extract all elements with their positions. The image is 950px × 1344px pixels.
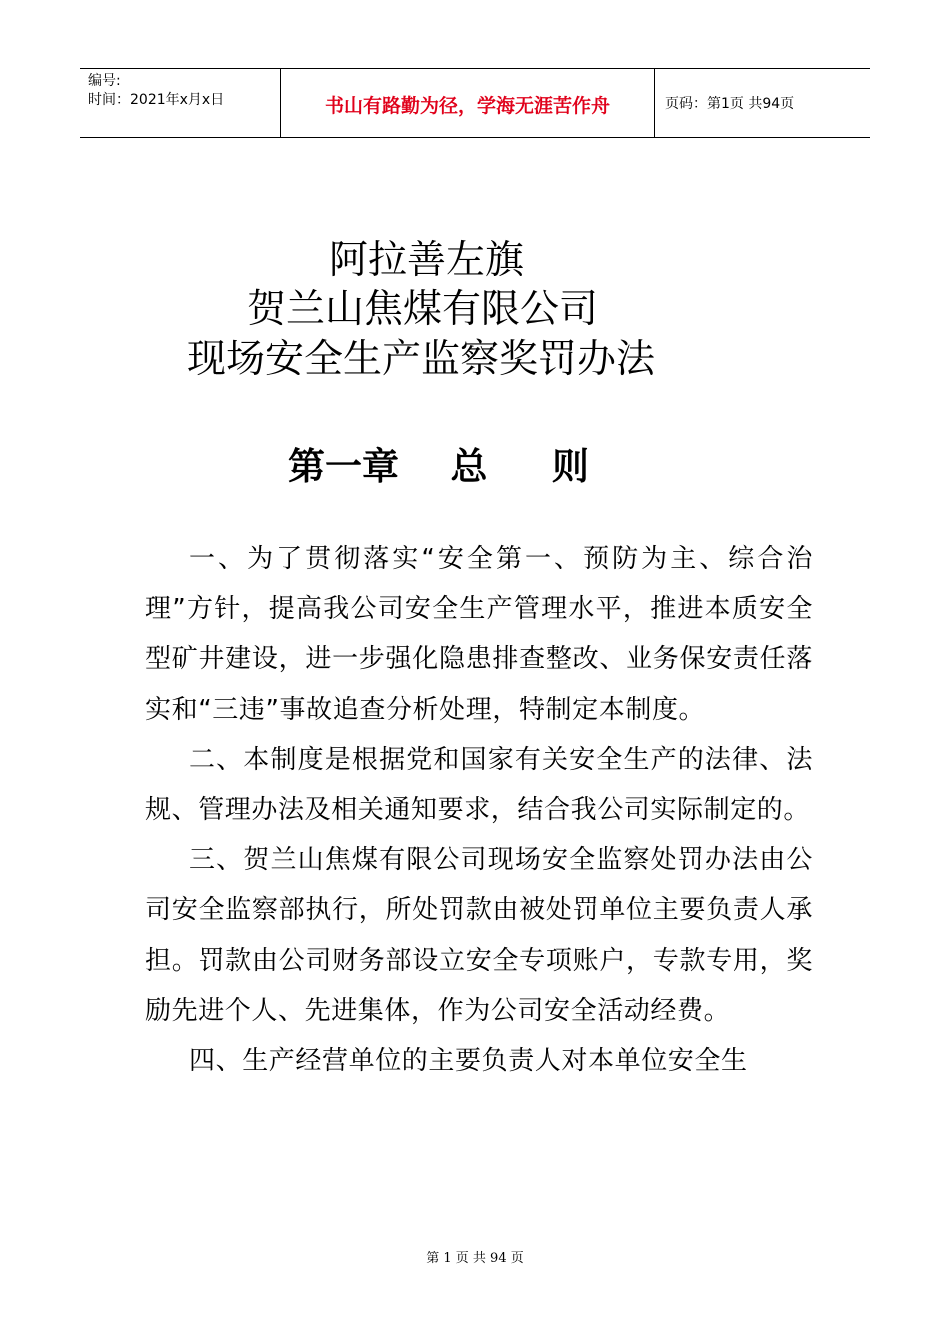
document-body	[145, 534, 813, 1086]
time-label: 时间：2021年x月x日	[88, 92, 225, 108]
paragraph-4: 四、生产经营单位的主要负责人对本单位安全生	[189, 1046, 748, 1077]
title-line-3: 现场安全生产监察奖罚办法	[187, 337, 656, 382]
title-line-1: 阿拉善左旗	[329, 238, 525, 283]
paragraph-1: 一、为了贯彻落实“安全第一、预防为主、综合治理”方针，提高我公司安全生产管理水平，推进本质安全型矿井建设，进一步强化隐患排查整改、业务保安责任落实和“三违”事故追查分析处理，特制定本制度。	[145, 544, 813, 725]
header-motto: 书山有路勤为径，学海无涯苦作舟	[280, 69, 655, 137]
number-label: 编号:	[88, 73, 121, 89]
title-line-2: 贺兰山焦煤有限公司	[247, 287, 599, 332]
paragraph-3: 三、贺兰山焦煤有限公司现场安全监察处罚办法由公司安全监察部执行，所处罚款由被处罚单位主要负责人承担。罚款由公司财务部设立安全专项账户，专款专用，奖励先进个人、先进集体，作为公司安全活动经费。	[145, 845, 813, 1026]
page-header	[80, 68, 870, 138]
header-page-code: 页码：第1页 共94页	[665, 96, 795, 112]
page-footer: 第 1 页 共 94 页	[426, 1251, 524, 1266]
header-meta	[80, 69, 280, 137]
chapter-heading: 第一章 总 则	[288, 445, 589, 488]
paragraph-2: 二、本制度是根据党和国家有关安全生产的法律、法规、管理办法及相关通知要求，结合我公司实际制定的。	[145, 744, 813, 826]
